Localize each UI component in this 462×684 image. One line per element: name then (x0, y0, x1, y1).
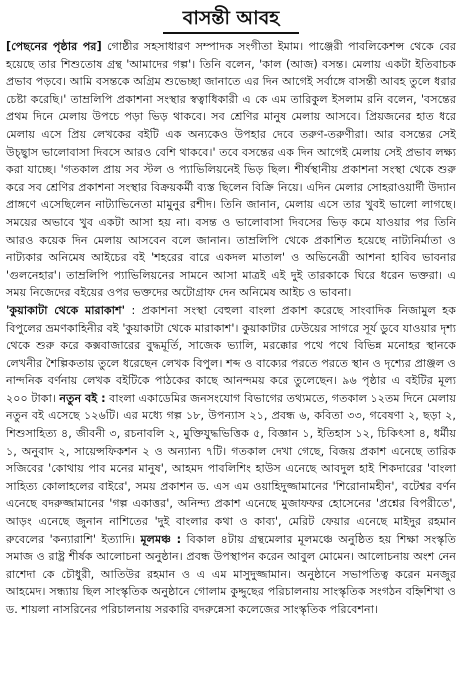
paragraph-book-news (6, 302, 456, 619)
continuation-tag: [পেছনের পৃষ্ঠার পর] (6, 40, 102, 53)
paragraph-text: বিকাল ৪টায় গ্রন্থমেলার মূলমঞ্চে অনুষ্ঠিত হয় শিক্ষা সংস্কৃতি সমাজ ও রাষ্ট্র শীর্ষক আলোচনা অনুষ্ঠান। প্রবন্ধ উপস্থাপন করেন আবুল মোমেন। আলোচনায় অংশ নেন রাশেদা কে চৌধুরী, আতিউর রহমান ও এ এম মাসুদুজ্জামান। অনুষ্ঠানে সভাপতিত্ব করেন মনজুর আহমেদ। সন্ধ্যায় ছিল সাংস্কৃতিক অনুষ্ঠানে গোলাম কুদ্দুছের পরিচালনায় সাংস্কৃতিক সংগঠন বহ্নিশিখা ও ড. শায়লা নাসরিনের পরিচালনায় সরকারি বদরুন্নেসা কলেজের সাংস্কৃতিক পরিবেশনা। (6, 532, 456, 616)
paragraph-text: : প্রকাশনা সংস্থা বেহুলা বাংলা প্রকাশ করেছে সাংবাদিক নিজামুল হক বিপুলের ভ্রমণকাহিনীর বই 'কুয়াকাটা থেকে মারাকাশ'। কুয়াকাটার ঢেউয়ের সাগরে সূর্য ডুবে যাওয়ার দৃশ্য থেকে শুরু করে কক্সবাজারের বুদ্ধমূর্তি, সাজেক ভ্যালি, মরক্কোর পথে পথে বিভিন্ন মনোহর স্থানকে লেখনীর শৈল্পিকতায় তুলে ধরেছেন লেখক বিপুল। শব্দ ও বাক্যের পরতে পরতে স্থান ও দৃশ্যের প্রাঞ্জল ও নান্দনিক বর্ণনায় লেখক বইটিকে পাঠকের কাছে আনন্দময় করে তুলেছেন। ৯৬ পৃষ্ঠার এ বইটির মূল্য ২০০ টাকা। (6, 303, 456, 405)
paragraph-text: গোষ্ঠীর সহসাধারণ সম্পাদক সংগীতা ইমাম। পাঞ্জেরী পাবলিকেশন্স থেকে বের হয়েছে তার শিশুতোষ গ্রন্থ 'আমাদের গল্প'। তিনি বলেন, 'কাল (আজ) বসন্ত। মেলায় একটা ইতিবাচক প্রভাব পড়বে। আমি বসন্তকে অগ্রিম শুভেচ্ছা জানাতে এর দিন আগেই সর্বাঙ্গে বাসন্তী আবহ তুলে ধরার চেষ্টা করেছি।' তাম্রলিপি প্রকাশনা সংস্থার স্বত্বাধিকারী এ কে এম তারিকুল ইসলাম রনি বলেন, 'বসন্তের প্রথম দিনে মেলায় উপচে পড়া ভিড় থাকবে। সব শ্রেণির মানুষ মেলায় আসবে। প্রিয়জনের হাত ধরে মেলায় এসে প্রিয় লেখকের বইটি এক অন্যকেও উপহার দেবে তরুণ-তরুণীরা। আর বসন্তের সেই উচ্ছ্বাস ভালোবাসা দিবসে আরও বেশি থাকবে।' তবে বসন্তের এক দিন আগেই মেলায় সেই প্রভাব লক্ষ্য করা যাচ্ছে। 'গতকাল প্রায় সব স্টল ও প্যাভিলিয়নেই ভিড় ছিল। শীর্ষস্থানীয় প্রকাশনা সংস্থা থেকে শুরু করে সব শ্রেণির প্রকাশনা সংস্থার বিক্রয়কর্মী ব্যস্ত ছিলেন বিক্রি নিয়ে। এদিন মেলার সোহরাওয়ার্দী উদ্যান প্রাঙ্গণে এসেছিলেন নাট্যাভিনেতা মামুনুর রশীদ। তিনি জানান, মেলায় এসে তার খুবই ভালো লাগছে। সময়ের অভাবে খুব একটা আসা হয় না। বসন্ত ও ভালোবাসা দিবসের ভিড় কমে যাওয়ার পর তিনি আরও কয়েক দিন মেলায় আসবেন বলে জানান। তাম্রলিপি থেকে প্রকাশিত হয়েছে নাট্যনির্মাতা ও নাট্যকার অনিমেষ আইচের বই 'শহরের বারে একদল মাতাল' ও অভিনেত্রী আশনা হাবিব ভাবনার 'গুলনেহার'। তাম্রলিপি প্যাভিলিয়নের সামনে আসা মাত্রই এই দুই তারকাকে ঘিরে ধরেন ভক্তরা। এ সময় নিজেদের বইয়ের ওপর ভক্তদের অটোগ্রাফ দেন অনিমেষ আইচ ও ভাবনা। (6, 40, 456, 300)
title-bar (6, 0, 456, 34)
article-body (6, 38, 456, 619)
new-books-tag: নতুন বই : (59, 391, 106, 405)
paragraph-continued (6, 38, 456, 302)
paragraph-text: বাংলা একাডেমির জনসংযোগ বিভাগের তথ্যমতে, গতকাল ১২তম দিনে মেলায় নতুন বই এসেছে ১২৬টি। এর মধ্যে গল্প ১৮, উপন্যাস ২১, প্রবন্ধ ৬, কবিতা ৩৩, গবেষণা ২, ছড়া ২, শিশুসাহিত্য ৪, জীবনী ৩, রচনাবলি ২, মুক্তিযুদ্ধভিত্তিক ৫, বিজ্ঞান ১, ইতিহাস ১২, চিকিৎসা ৪, ধর্মীয় ১, অনুবাদ ২, সায়েন্সফিকশন ২ ও অন্যান্য ৭টি। গতকাল দেখা গেছে, বিজয় প্রকাশ এনেছে তারিক সজিবের 'কোথায় পাব মনের মানুষ', আহমদ পাবলিশিং হাউস এনেছে আবদুল হাই শিকদারের 'বাংলা সাহিত্য কোলাহলের বাইরে', সময় প্রকাশন ড. এস এম ওয়াহিদুজ্জামানের 'শিরোনামহীন', বটেশ্বর বর্ণন এনেছে বদরুজ্জামানের 'গল্প একাত্তর', অনিন্দ্য প্রকাশ এনেছে মুজাফফর হোসেনের 'প্রশ্নের বিপরীতে', আড়ং এনেছে জুনান নাশিতের 'দুই বাংলার কথা ও কাব্য', মেরিট ফেয়ার এনেছে মাইদুর রহমান রুবেলের 'কন্যারাশি' ইত্যাদি। (6, 391, 457, 546)
book-title-tag: 'কুয়াকাটা থেকে মারাকাশ' (6, 303, 126, 317)
article-title: বাসন্তী আবহ (163, 7, 300, 34)
main-stage-tag: মূলমঞ্চ : (140, 532, 182, 546)
